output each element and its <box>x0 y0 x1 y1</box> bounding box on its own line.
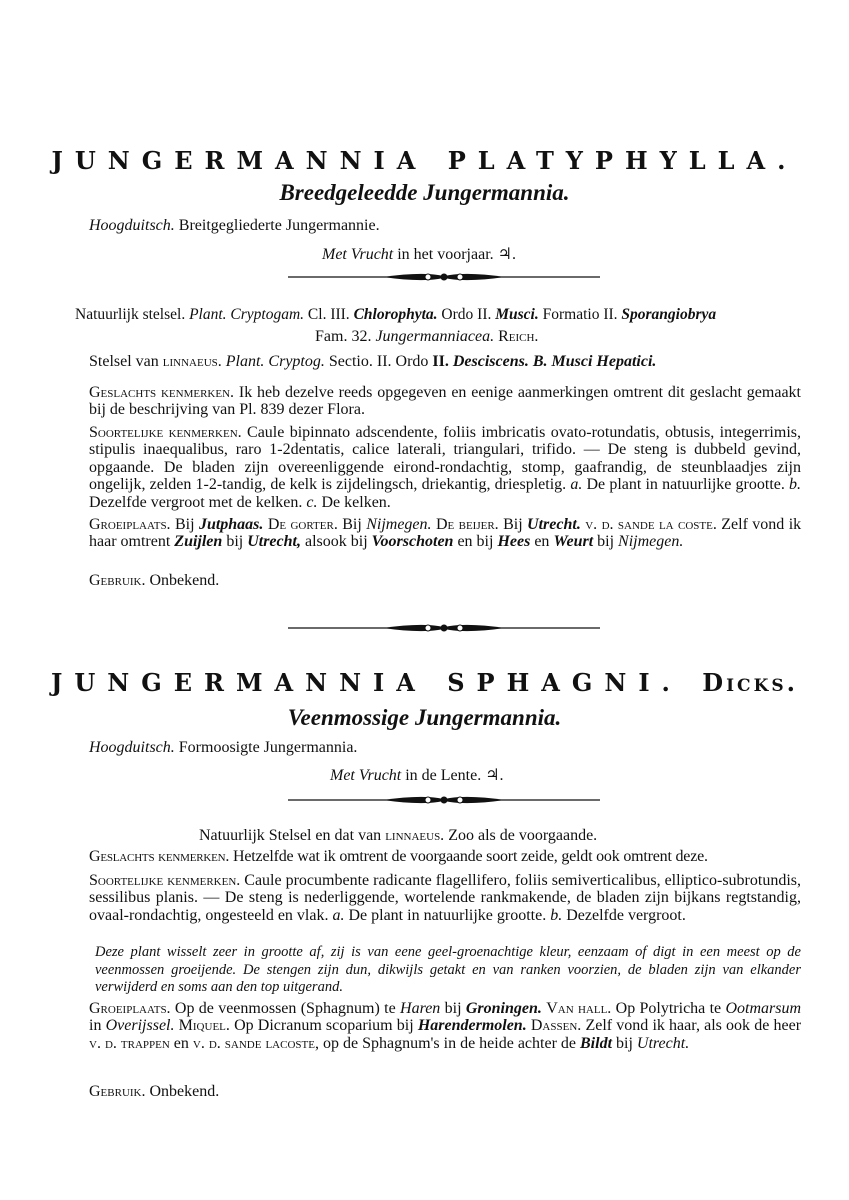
use-1: Gebruik. Onbekend. <box>89 572 220 589</box>
use-2: Gebruik. Onbekend. <box>89 1083 220 1100</box>
german-label: Hoogduitsch. <box>89 217 175 234</box>
note-italic: Deze plant wisselt zeer in grootte af, zij is van eene geel-groenachtige kleur, eenzaam of digt in een meest op de veenmossen groeijende. De stengen zijn dun, dikwijls getakt en van ranken voorzien, de bladen zijn van elkander verwijderd en soms aan den top uitgerand. <box>95 944 801 995</box>
genus-text: Ik heb dezelve reeds opgegeven en eenige aanmerkingen omtrent dit geslacht gemaakt bij de beschrijving van Pl. 839 dezer Flora. <box>89 384 801 419</box>
habitat-2: Groeiplaats. Op de veenmossen (Sphagnum) te Haren bij Groningen. Van hall. Op Polytricha te Ootmarsum in Overijssel. Miquel. Op Dicranum scoparium bij Harendermolen. Dassen. Zelf vond ik haar, als ook de heer v. d. trappen en v. d. sande lacoste, op de Sphagnum's in de heide achter de Bildt bij Utrecht. <box>89 1000 802 1052</box>
species-title-1: JUNGERMANNIA PLATYPHYLLA. <box>51 146 798 175</box>
german-name-line-1 <box>89 216 380 235</box>
genus-characters-2: Geslachts kenmerken. Hetzelfde wat ik omtrent de voorgaande soort zeide, geldt ook omtrent deze. <box>89 848 708 865</box>
fruit-period: in het voorjaar. <box>397 246 494 263</box>
use-label: Gebruik. <box>89 572 146 589</box>
natural-system-line-2: Natuurlijk Stelsel en dat van linnaeus. Zoo als de voorgaande. <box>199 827 598 844</box>
ornament-divider <box>288 622 600 634</box>
species-characters-2: Soortelijke kenmerken. Caule procumbente radicante flagellifero, foliis semiverticalibus, elliptico-subrotundis, sessilibus planis. — De steng is nederliggende, wortelende rankmakende, de bladen zijn bijkans regtstandig, ovaal-rondachtig, ongesteeld en vlak. a. De plant in natuurlijke grootte. b. Dezelfde vergroot. <box>89 872 801 924</box>
species-label: Soortelijke kenmerken. <box>89 424 242 441</box>
german-name-line-2: Hoogduitsch. Formoosigte Jungermannia. <box>89 739 358 756</box>
species-title-2: JUNGERMANNIA SPHAGNI. Dicks. <box>51 668 798 697</box>
natural-system-line: Natuurlijk stelsel. Plant. Cryptogam. Cl. III. Chlorophyta. Ordo II. Musci. Formatio II. Sporangiobrya <box>75 306 717 323</box>
habitat-label: Groeiplaats. <box>89 516 171 533</box>
ornament-divider <box>288 794 600 806</box>
author-abbrev: Dicks. <box>702 668 798 697</box>
habitat-1: Groeiplaats. Bij Jutphaas. De gorter. Bij Nijmegen. De beijer. Bij Utrecht. v. d. sande la coste. Zelf vond ik haar omtrent Zuijlen bij Utrecht, alsook bij Voorschoten en bij Hees en Weurt bij Nijmegen. <box>89 516 802 551</box>
fruit-label: Met Vrucht <box>322 246 394 263</box>
fruit-line-1 <box>322 245 516 264</box>
genus-characters-1 <box>89 384 801 419</box>
dutch-name-2: Veenmossige Jungermannia. <box>287 705 562 730</box>
fruit-line-2: Met Vrucht in de Lente. ♃. <box>330 767 504 784</box>
species-characters-1: Soortelijke kenmerken. Caule bipinnato adscendente, foliis imbricatis ovato-rotundatis, obtusis, integerrimis, stipulis inaequalibus, raro 1-2dentatis, calice laterali, triangulari, trifido. — De steng is dubbeld gevind, opgaande. De bladen zijn overeenliggende eirond-rondachtig, stomp, gaafrandig, de steunblaadjes zijn ongelijk, zelden 1-2-tandig, de kelk is zijdelingsch, driekantig, driespletig. a. De plant in natuurlijke grootte. b. Dezelfde vergroot met de kelken. c. De kelken. <box>89 424 802 511</box>
species-text: Caule bipinnato adscendente, foliis imbricatis ovato-rotundatis, obtusis, integerrimis, stipulis inaequalibus, raro 1-2dentatis, calice laterali, triangulari, trifido. — De steng is dubbeld gevind, opgaande. De bladen zijn overeenliggende eirond-rondachtig, stomp, gaafrandig, de steunblaadjes zijn ongelijk, zelden 1-2-tandig, de kelk is zijdelingsch, driekantig, driespletig. <box>89 424 801 494</box>
dutch-name-1: Breedgeleedde Jungermannia. <box>279 180 570 205</box>
perennial-symbol: ♃. <box>497 246 516 263</box>
genus-label: Geslachts kenmerken. <box>89 384 235 401</box>
linnaeus-system-line: Stelsel van linnaeus. Plant. Cryptog. Sectio. II. Ordo II. Desciscens. B. Musci Hepatici. <box>89 353 657 370</box>
family-line: Fam. 32. Jungermanniacea. Reich. <box>315 328 539 345</box>
ornament-divider <box>288 271 600 283</box>
german-name: Breitgegliederte Jungermannie. <box>178 217 380 234</box>
